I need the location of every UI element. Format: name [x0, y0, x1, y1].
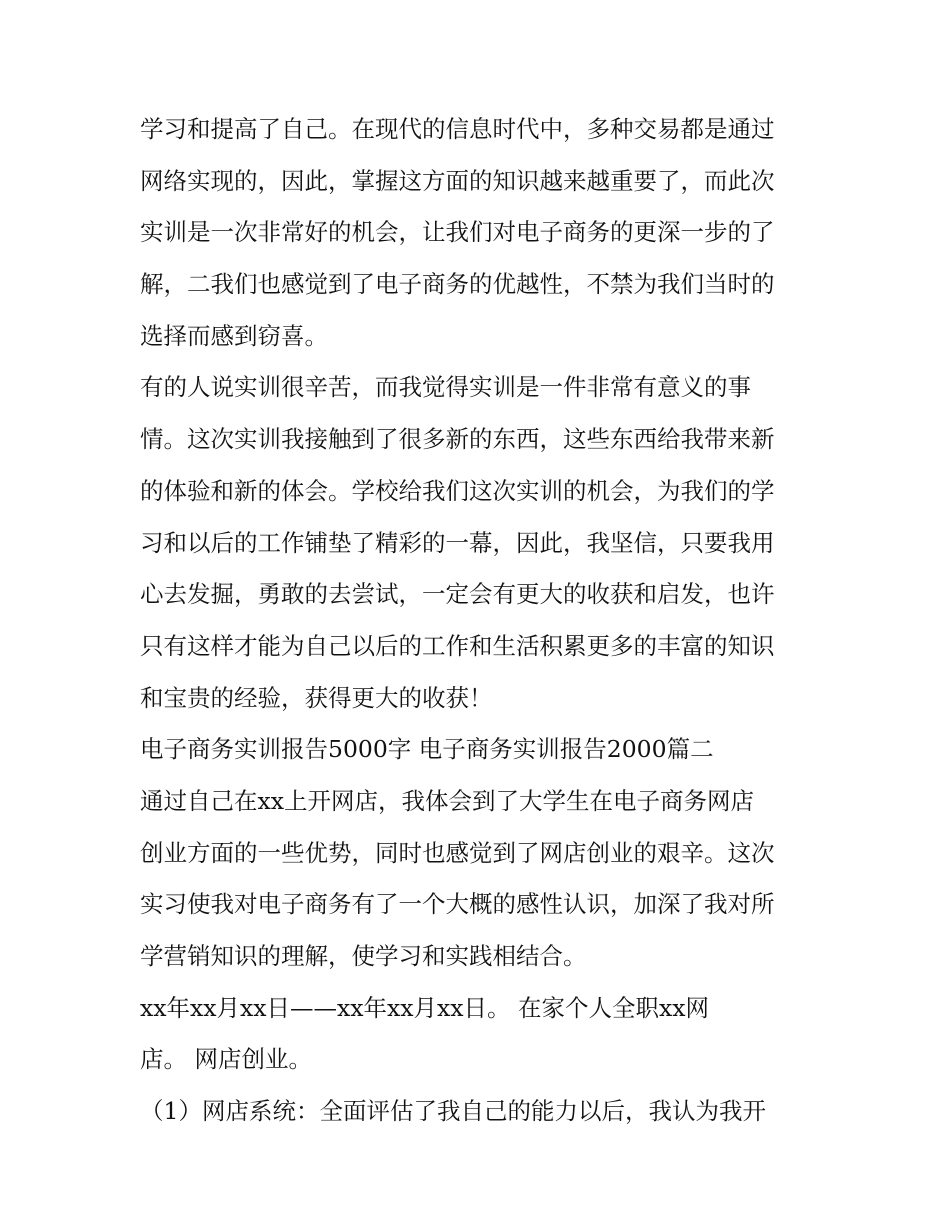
- text-line: 习和以后的工作铺垫了精彩的一幕，因此，我坚信，只要我用: [140, 528, 775, 557]
- text-line: 的体验和新的体会。学校给我们这次实训的机会，为我们的学: [140, 476, 775, 505]
- text-line: 创业方面的一些优势，同时也感觉到了网店创业的艰辛。这次: [140, 838, 775, 867]
- text-line: 心去发掘，勇敢的去尝试，一定会有更大的收获和启发，也许: [140, 580, 775, 609]
- text-line: 和宝贵的经验，获得更大的收获！: [140, 683, 493, 712]
- text-line: 学营销知识的理解，使学习和实践相结合。: [140, 942, 587, 970]
- text-line: 网络实现的，因此，掌握这方面的知识越来越重要了，而此次: [140, 166, 775, 195]
- text-line: 解，二我们也感觉到了电子商务的优越性，不禁为我们当时的: [140, 270, 775, 299]
- text-line: 学习和提高了自己。在现代的信息时代中，多种交易都是通过: [140, 115, 775, 143]
- text-line: 只有这样才能为自己以后的工作和生活积累更多的丰富的知识: [140, 631, 775, 660]
- text-line: 店。 网店创业。: [140, 1045, 312, 1074]
- text-line: 实训是一次非常好的机会，让我们对电子商务的更深一步的了: [140, 218, 775, 247]
- text-line: 有的人说实训很辛苦，而我觉得实训是一件非常有意义的事: [140, 373, 751, 402]
- text-line: （1）网店系统：全面评估了我自己的能力以后，我认为我开: [140, 1097, 766, 1126]
- section-heading: 电子商务实训报告5000字 电子商务实训报告2000篇二: [140, 735, 714, 764]
- text-line: 实习使我对电子商务有了一个大概的感性认识，加深了我对所: [140, 890, 775, 919]
- document-body: [140, 104, 830, 1138]
- text-line: 情。这次实训我接触到了很多新的东西，这些东西给我带来新: [140, 425, 775, 454]
- text-line: 通过自己在xx上开网店，我体会到了大学生在电子商务网店: [140, 786, 755, 815]
- text-line: 选择而感到窃喜。: [140, 321, 328, 350]
- text-line: xx年xx月xx日——xx年xx月xx日。 在家个人全职xx网: [140, 993, 710, 1022]
